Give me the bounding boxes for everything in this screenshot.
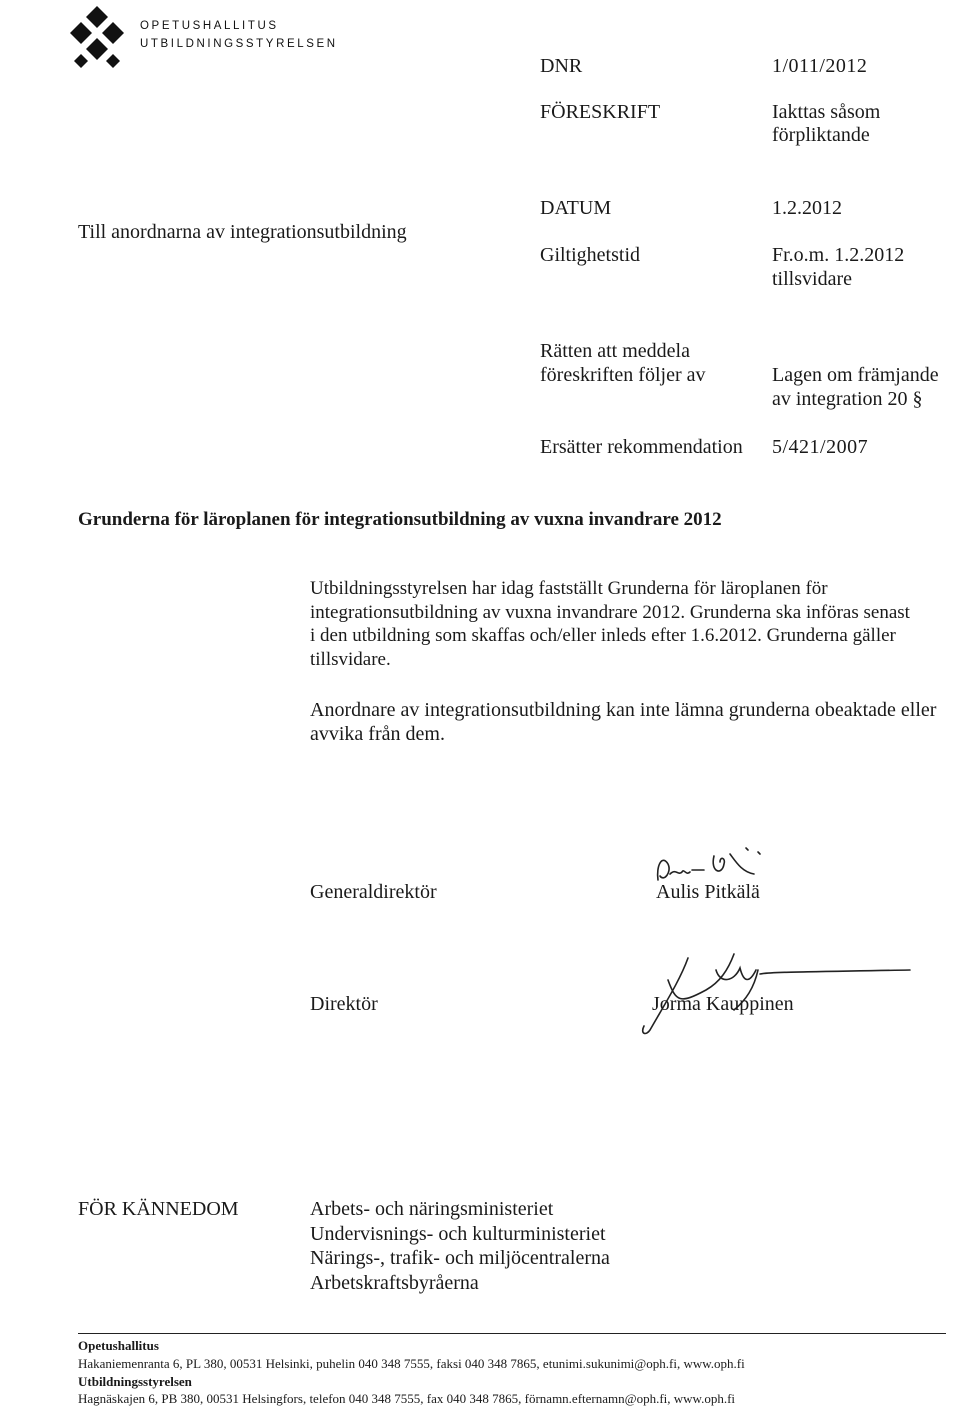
distribution-item: Arbetskraftsbyråerna xyxy=(310,1271,479,1294)
footer-address-swedish: Hagnäskajen 6, PB 380, 00531 Helsingfors, telefon 040 348 7555, fax 040 348 7865, förnamn.efternamn@oph.fi, www.oph.fi xyxy=(78,1391,736,1406)
paragraph-2-line-2: avvika från dem. xyxy=(310,723,445,745)
validity-value-line2: tillsvidare xyxy=(772,268,852,290)
validity-label: Giltighetstid xyxy=(540,244,640,266)
document-type-label: FÖRESKRIFT xyxy=(540,101,661,123)
body-paragraph-1 xyxy=(310,577,910,671)
paragraph-1-line-2: integrationsutbildning av vuxna invandrare 2012. Grunderna ska införas senast xyxy=(310,601,910,623)
dnr-value: 1/011/2012 xyxy=(772,55,868,77)
authority-label-line2: föreskriften följer av xyxy=(540,364,706,386)
director-name: Jorma Kauppinen xyxy=(652,993,794,1015)
paragraph-1-line-1: Utbildningsstyrelsen har idag fastställt Grunderna för läroplanen för xyxy=(310,578,828,599)
authority-value-line1: Lagen om främjande xyxy=(772,364,939,386)
director-title: Direktör xyxy=(310,993,378,1015)
distribution-list xyxy=(310,1197,610,1295)
director-general-name: Aulis Pitkälä xyxy=(656,881,760,903)
body-paragraph-2 xyxy=(310,698,936,746)
distribution-item: Arbets- och näringsministeriet xyxy=(310,1198,554,1220)
dnr-label: DNR xyxy=(540,55,583,77)
replaces-label: Ersätter rekommendation xyxy=(540,436,743,458)
date-label: DATUM xyxy=(540,197,612,219)
director-general-title: Generaldirektör xyxy=(310,881,437,903)
replaces-value: 5/421/2007 xyxy=(772,436,869,458)
document-type-value-line2: förpliktande xyxy=(772,124,870,146)
document-type-value-line1: Iakttas såsom xyxy=(772,101,881,123)
distribution-item: Närings-, trafik- och miljöcentralerna xyxy=(310,1247,610,1269)
director-signature xyxy=(610,940,920,1040)
paragraph-1-line-4: tillsvidare. xyxy=(310,648,391,670)
recipient: Till anordnarna av integrationsutbildning xyxy=(78,221,407,243)
logo-name-swedish: UTBILDNINGSSTYRELSEN xyxy=(140,38,338,50)
distribution-item: Undervisnings- och kulturministeriet xyxy=(310,1222,606,1245)
authority-label-line1: Rätten att meddela xyxy=(540,340,690,362)
paragraph-2-line-1: Anordnare av integrationsutbildning kan inte lämna grunderna obeaktade eller xyxy=(310,699,937,721)
organization-logo xyxy=(64,4,130,70)
footer-address-finnish: Hakaniemenranta 6, PL 380, 00531 Helsinki, puhelin 040 348 7555, faksi 040 348 7865, etunimi.sukunimi@oph.fi, www.oph.fi xyxy=(78,1356,745,1371)
footer-org-swedish: Utbildningsstyrelsen xyxy=(78,1374,192,1389)
document-title: Grunderna för läroplanen för integrationsutbildning av vuxna invandrare 2012 xyxy=(78,509,722,530)
paragraph-1-line-3: i den utbildning som skaffas och/eller inleds efter 1.6.2012. Grunderna gäller xyxy=(310,625,896,646)
validity-value-line1: Fr.o.m. 1.2.2012 xyxy=(772,244,905,266)
logo-name-finnish: OPETUSHALLITUS xyxy=(140,20,279,32)
authority-value-line2: av integration 20 § xyxy=(772,388,923,410)
date-value: 1.2.2012 xyxy=(772,197,842,219)
distribution-label: FÖR KÄNNEDOM xyxy=(78,1198,239,1220)
footer-org-finnish: Opetushallitus xyxy=(78,1338,159,1353)
footer-divider xyxy=(78,1333,946,1334)
